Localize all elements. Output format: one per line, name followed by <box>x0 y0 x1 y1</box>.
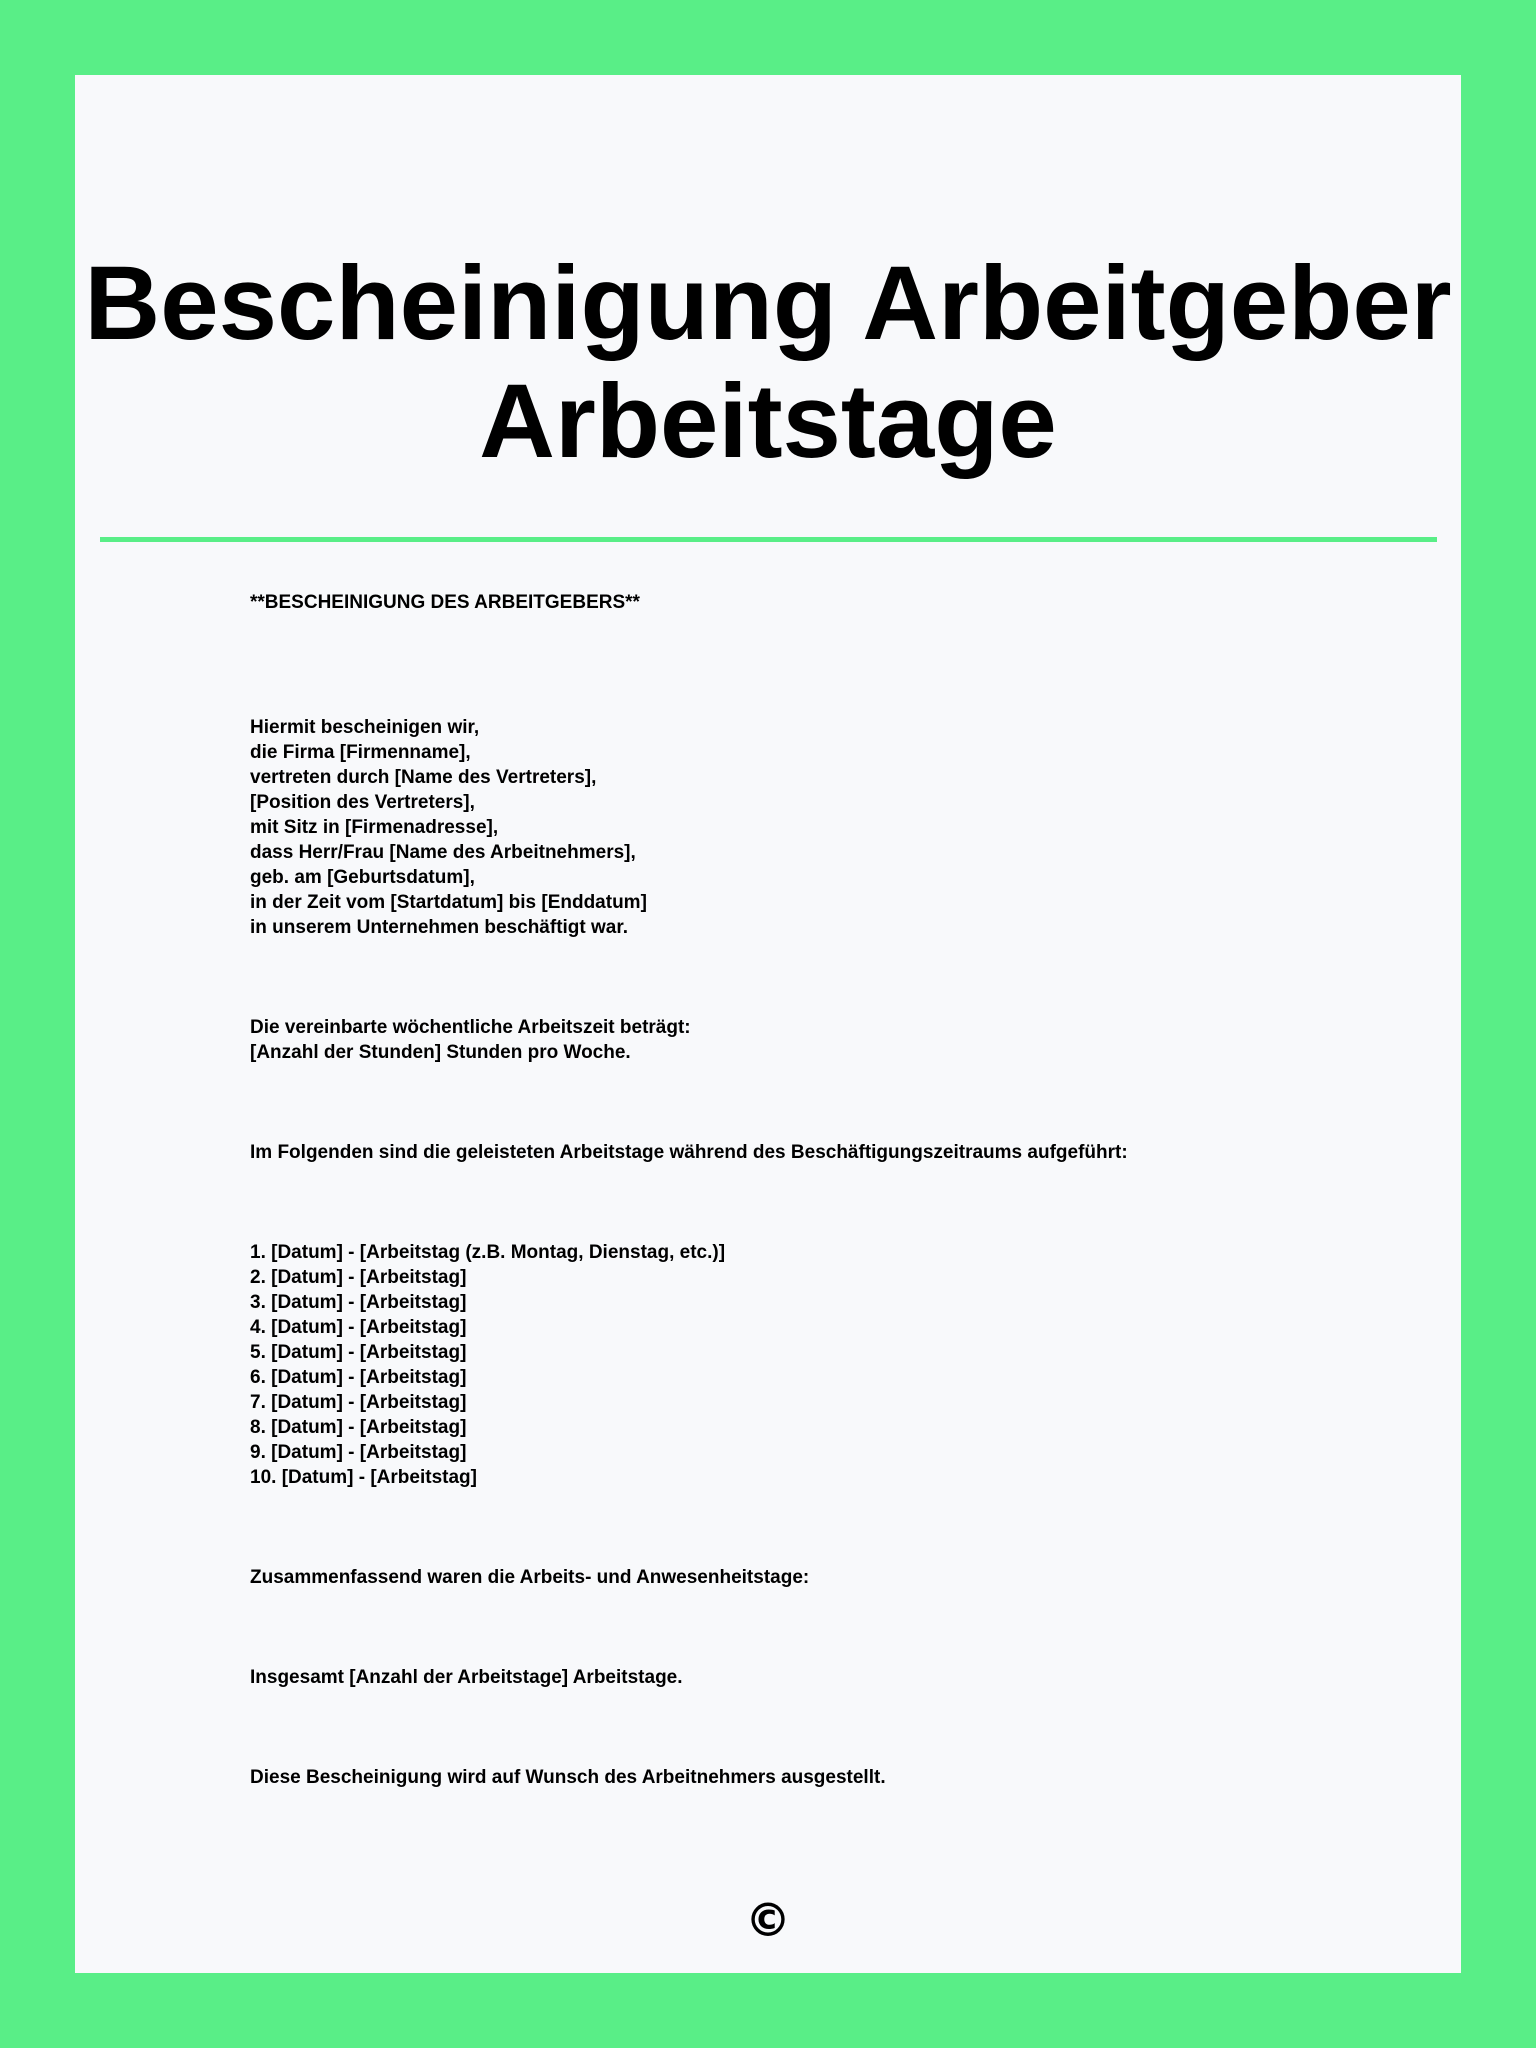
title-divider <box>100 537 1437 542</box>
hours-line: [Anzahl der Stunden] Stunden pro Woche. <box>250 1042 631 1063</box>
list-intro-text: Im Folgenden sind die geleisteten Arbeitstage während des Beschäftigungszeitraums aufgeführt: <box>250 1142 1128 1163</box>
list-item: 9. [Datum] - [Arbeitstag] <box>250 1442 467 1463</box>
intro-line: in der Zeit vom [Startdatum] bis [Enddatum] <box>250 892 647 913</box>
document-body <box>250 590 1350 1790</box>
list-item: 6. [Datum] - [Arbeitstag] <box>250 1367 467 1388</box>
list-intro-paragraph <box>250 1140 1350 1165</box>
title-line-1: Bescheinigung Arbeitgeber <box>84 245 1452 362</box>
working-hours-paragraph <box>250 1015 1350 1065</box>
list-item: 8. [Datum] - [Arbeitstag] <box>250 1417 467 1438</box>
intro-line: in unserem Unternehmen beschäftigt war. <box>250 917 628 938</box>
list-item: 10. [Datum] - [Arbeitstag] <box>250 1467 477 1488</box>
workday-list <box>250 1240 1350 1490</box>
closing-paragraph <box>250 1765 1350 1790</box>
hours-line: Die vereinbarte wöchentliche Arbeitszeit beträgt: <box>250 1017 691 1038</box>
list-item: 3. [Datum] - [Arbeitstag] <box>250 1292 467 1313</box>
summary-paragraph <box>250 1565 1350 1590</box>
list-item: 4. [Datum] - [Arbeitstag] <box>250 1317 467 1338</box>
total-text: Insgesamt [Anzahl der Arbeitstage] Arbeitstage. <box>250 1667 683 1688</box>
list-item: 5. [Datum] - [Arbeitstag] <box>250 1342 467 1363</box>
intro-line: geb. am [Geburtsdatum], <box>250 867 475 888</box>
certificate-heading <box>250 590 1350 615</box>
closing-text: Diese Bescheinigung wird auf Wunsch des Arbeitnehmers ausgestellt. <box>250 1767 886 1788</box>
copyright-icon: © <box>745 1893 791 1947</box>
intro-line: [Position des Vertreters], <box>250 792 475 813</box>
intro-line: vertreten durch [Name des Vertreters], <box>250 767 597 788</box>
title-line-2: Arbeitstage <box>479 363 1057 480</box>
list-item: 2. [Datum] - [Arbeitstag] <box>250 1267 467 1288</box>
total-paragraph <box>250 1665 1350 1690</box>
summary-text: Zusammenfassend waren die Arbeits- und Anwesenheitstage: <box>250 1567 810 1588</box>
list-item: 1. [Datum] - [Arbeitstag (z.B. Montag, Dienstag, etc.)] <box>250 1242 726 1263</box>
list-item: 7. [Datum] - [Arbeitstag] <box>250 1392 467 1413</box>
document-page <box>75 75 1461 1973</box>
intro-line: dass Herr/Frau [Name des Arbeitnehmers], <box>250 842 636 863</box>
heading-text: **BESCHEINIGUNG DES ARBEITGEBERS** <box>250 592 640 613</box>
intro-line: die Firma [Firmenname], <box>250 742 471 763</box>
intro-line: Hiermit bescheinigen wir, <box>250 717 480 738</box>
intro-paragraph <box>250 715 1350 940</box>
intro-line: mit Sitz in [Firmenadresse], <box>250 817 499 838</box>
document-title <box>75 245 1461 481</box>
